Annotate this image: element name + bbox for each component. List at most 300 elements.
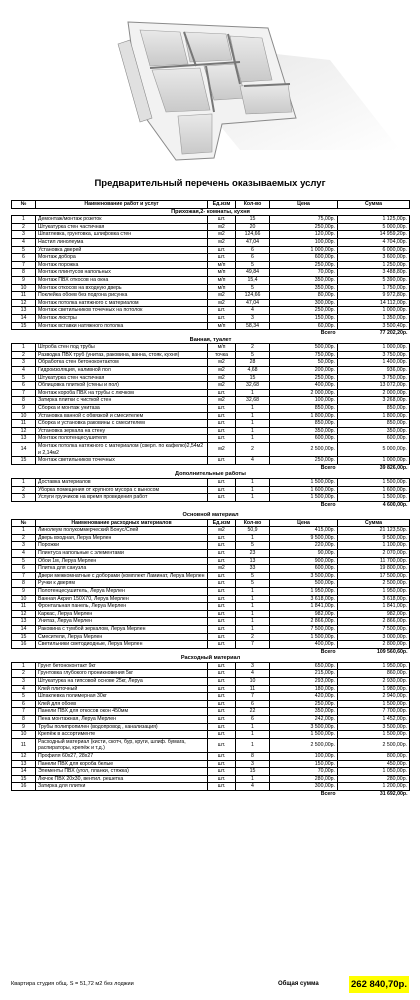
- row-number: 3: [12, 231, 36, 239]
- row-qty: 13: [236, 557, 270, 565]
- row-qty: 5: [236, 351, 270, 359]
- row-qty: 1: [236, 625, 270, 633]
- row-number: 15: [12, 322, 36, 330]
- row-qty: 1: [236, 731, 270, 739]
- row-price: 150,00р.: [270, 760, 338, 768]
- table-row: [12, 572, 410, 580]
- row-name: Линолеум полукоммерческий Бонус/Спей: [36, 527, 208, 535]
- row-price: 2 500,00р.: [270, 443, 338, 457]
- row-unit: м2: [208, 299, 236, 307]
- row-qty: 5: [236, 261, 270, 269]
- row-unit: м2: [208, 527, 236, 535]
- row-name: Плинтуса напольные с элементами: [36, 549, 208, 557]
- row-unit: м/п: [208, 276, 236, 284]
- row-sum: 1 452,00р.: [338, 716, 410, 724]
- row-unit: шт.: [208, 775, 236, 783]
- row-price: 220,00р.: [270, 542, 338, 550]
- row-name: Демонтаж/монтаж розеток: [36, 216, 208, 224]
- row-sum: 1 750,00р.: [338, 284, 410, 292]
- row-qty: 1: [236, 587, 270, 595]
- row-number: 11: [12, 420, 36, 428]
- row-name: Расходный материал (кисти, скотч, бур, круги, шлиф. бумага, распираторы, крепёж и т.д.): [36, 738, 208, 752]
- row-sum: 850,00р.: [338, 405, 410, 413]
- section-total-label: Всего: [320, 464, 336, 471]
- section-title: Дополнительные работы: [175, 471, 246, 478]
- table-row: [12, 610, 410, 618]
- row-sum: 17 500,00р.: [338, 572, 410, 580]
- row-number: 10: [12, 412, 36, 420]
- row-number: 11: [12, 603, 36, 611]
- row-sum: 1 600,00р.: [338, 486, 410, 494]
- table-row: [12, 359, 410, 367]
- row-unit: м/п: [208, 261, 236, 269]
- row-sum: 1 000,00р.: [338, 457, 410, 465]
- row-qty: 5: [236, 542, 270, 550]
- table-row: [12, 775, 410, 783]
- table-row: [12, 693, 410, 701]
- row-number: 12: [12, 299, 36, 307]
- row-name: Разводка ПВХ труб (унитаз, раковина, ванна, стояк, кухня): [36, 351, 208, 359]
- row-price: 293,00р.: [270, 678, 338, 686]
- row-name: Монтаж добора: [36, 254, 208, 262]
- header-price: Цена: [270, 519, 338, 527]
- row-unit: шт.: [208, 389, 236, 397]
- section-total-value: 77 202,20р.: [379, 330, 408, 337]
- row-name: Сборка и установка раковины с смесителем: [36, 420, 208, 428]
- table-row: [12, 246, 410, 254]
- row-price: 1 000,00р.: [270, 246, 338, 254]
- row-price: 2 000,00р.: [270, 389, 338, 397]
- table-row: [12, 625, 410, 633]
- row-number: 12: [12, 610, 36, 618]
- row-price: 75,00р.: [270, 216, 338, 224]
- row-qty: 20: [236, 223, 270, 231]
- row-unit: м2: [208, 565, 236, 573]
- row-sum: 3 600,00р.: [338, 254, 410, 262]
- row-price: 250,00р.: [270, 374, 338, 382]
- row-name: Гидроизоляция, наливной пол: [36, 367, 208, 375]
- header-sum: Сумма: [338, 201, 410, 209]
- row-price: 500,00р.: [270, 344, 338, 352]
- row-name: Уборка помещения от крупного мусора с выносом: [36, 486, 208, 494]
- row-qty: 1: [236, 603, 270, 611]
- section-total-value: 31 692,00р.: [379, 790, 408, 797]
- table-row: [12, 557, 410, 565]
- row-name: Монтаж светильников точечных на потолок: [36, 307, 208, 315]
- row-price: 2 500,00р.: [270, 738, 338, 752]
- row-number: 7: [12, 389, 36, 397]
- row-price: 70,00р.: [270, 269, 338, 277]
- row-price: 1 950,00р.: [270, 587, 338, 595]
- row-number: 4: [12, 367, 36, 375]
- row-name: Доставка материалов: [36, 478, 208, 486]
- row-qty: 1: [236, 595, 270, 603]
- row-qty: 2: [236, 344, 270, 352]
- row-qty: 1: [236, 494, 270, 502]
- section-title: Основной материал: [182, 512, 239, 518]
- row-number: 13: [12, 618, 36, 626]
- row-sum: 2 500,00р.: [338, 738, 410, 752]
- row-sum: 3 618,00р.: [338, 595, 410, 603]
- row-unit: шт.: [208, 738, 236, 752]
- table-row: [12, 276, 410, 284]
- table-row: [12, 382, 410, 390]
- row-unit: шт.: [208, 760, 236, 768]
- row-number: 2: [12, 351, 36, 359]
- row-price: 9 500,00р.: [270, 534, 338, 542]
- row-sum: 1 500,00р.: [338, 731, 410, 739]
- row-number: 13: [12, 435, 36, 443]
- table-row: [12, 723, 410, 731]
- row-unit: м2: [208, 382, 236, 390]
- row-name: Облицовка плиткой (стены и пол): [36, 382, 208, 390]
- row-name: Монтаж плинтусов напольных: [36, 269, 208, 277]
- row-price: 600,00р.: [270, 565, 338, 573]
- row-unit: шт.: [208, 595, 236, 603]
- row-name: Грунтовка глубокого проникновения 5кг: [36, 670, 208, 678]
- row-qty: 50,9: [236, 527, 270, 535]
- row-unit: м2: [208, 443, 236, 457]
- row-sum: 1 950,00р.: [338, 587, 410, 595]
- row-name: Затирка для плитки: [36, 783, 208, 791]
- row-sum: 936,00р.: [338, 367, 410, 375]
- table-row: [12, 261, 410, 269]
- row-name: Фронтальная панель, Леруа Мерлен: [36, 603, 208, 611]
- row-sum: 11 700,00р.: [338, 557, 410, 565]
- row-number: 10: [12, 595, 36, 603]
- row-name: Монтаж ПВХ откосов на окна: [36, 276, 208, 284]
- row-number: 6: [12, 700, 36, 708]
- row-qty: 1: [236, 435, 270, 443]
- row-name: Монтаж откосов на входную дверь: [36, 284, 208, 292]
- row-name: Монтаж порожка: [36, 261, 208, 269]
- row-qty: 1: [236, 389, 270, 397]
- row-number: 9: [12, 587, 36, 595]
- table-row: [12, 700, 410, 708]
- row-qty: 1: [236, 427, 270, 435]
- table-row: [12, 641, 410, 649]
- row-sum: 2 930,00р.: [338, 678, 410, 686]
- row-sum: 2 800,00р.: [338, 641, 410, 649]
- row-name: Светильники светодиодные, Леруа Мерлен: [36, 641, 208, 649]
- row-price: 300,00р.: [270, 783, 338, 791]
- row-number: 7: [12, 708, 36, 716]
- section-total-label: Всего: [320, 790, 336, 797]
- row-price: 250,00р.: [270, 223, 338, 231]
- row-sum: 7 700,00р.: [338, 708, 410, 716]
- row-price: 200,00р.: [270, 367, 338, 375]
- row-unit: шт.: [208, 254, 236, 262]
- row-unit: шт.: [208, 693, 236, 701]
- row-qty: 5: [236, 284, 270, 292]
- row-unit: шт.: [208, 534, 236, 542]
- row-number: 12: [12, 427, 36, 435]
- row-price: 3 500,00р.: [270, 572, 338, 580]
- materials-header-row: [12, 519, 410, 527]
- row-sum: 3 000,00р.: [338, 633, 410, 641]
- table-row: [12, 269, 410, 277]
- table-row: [12, 299, 410, 307]
- row-price: 250,00р.: [270, 307, 338, 315]
- row-price: 600,00р.: [270, 254, 338, 262]
- header-price: Цена: [270, 201, 338, 209]
- header-unit: Ед.изм: [208, 519, 236, 527]
- row-name: Монтаж короба ПВХ на трубы с лючком: [36, 389, 208, 397]
- row-name: Порожки: [36, 542, 208, 550]
- row-unit: шт.: [208, 783, 236, 791]
- row-qty: 58,34: [236, 322, 270, 330]
- section-title-row: [12, 337, 410, 344]
- section-title-row: [12, 655, 410, 662]
- row-unit: шт.: [208, 708, 236, 716]
- row-unit: м2: [208, 223, 236, 231]
- section-title-row: [12, 512, 410, 519]
- row-name: Поклейка обоев без подгона рисунка: [36, 292, 208, 300]
- section-total-row: [12, 648, 410, 655]
- row-price: 350,00р.: [270, 708, 338, 716]
- row-name: Элементы ПВХ (угол, планки, стяжка): [36, 768, 208, 776]
- row-number: 15: [12, 775, 36, 783]
- row-sum: 2 940,00р.: [338, 693, 410, 701]
- row-sum: 19 800,00р.: [338, 565, 410, 573]
- summary-footer: [11, 975, 409, 995]
- total-spacer: [12, 790, 270, 797]
- row-price: 400,00р.: [270, 382, 338, 390]
- row-sum: 1 841,00р.: [338, 603, 410, 611]
- row-name: Клей для обоев: [36, 700, 208, 708]
- row-price: 150,00р.: [270, 314, 338, 322]
- row-qty: 4,68: [236, 367, 270, 375]
- row-name: Монтаж потолка натяжного с материалом (сверл. по кафелю)2,54м2 и 2,14м2: [36, 443, 208, 457]
- services-table: [11, 200, 410, 508]
- row-qty: 4: [236, 670, 270, 678]
- row-unit: шт.: [208, 753, 236, 761]
- table-row: [12, 443, 410, 457]
- row-price: 850,00р.: [270, 420, 338, 428]
- row-price: 1 800,00р.: [270, 412, 338, 420]
- row-unit: м/п: [208, 284, 236, 292]
- table-row: [12, 238, 410, 246]
- row-unit: м2: [208, 231, 236, 239]
- row-price: 600,00р.: [270, 435, 338, 443]
- row-name: Услуги грузчиков на время проведения работ: [36, 494, 208, 502]
- row-qty: 15: [236, 374, 270, 382]
- row-sum: 1 125,00р.: [338, 216, 410, 224]
- row-number: 14: [12, 443, 36, 457]
- row-price: 100,00р.: [270, 238, 338, 246]
- row-unit: шт.: [208, 457, 236, 465]
- row-sum: 350,00р.: [338, 427, 410, 435]
- row-number: 4: [12, 238, 36, 246]
- row-unit: шт.: [208, 641, 236, 649]
- table-row: [12, 389, 410, 397]
- row-name: Монтаж потолка натяжного с материалом: [36, 299, 208, 307]
- row-name: Монтаж светильников точечных: [36, 457, 208, 465]
- table-row: [12, 405, 410, 413]
- row-name: Трубы полипропилен (водопровод , канализация): [36, 723, 208, 731]
- row-sum: 9 500,00р.: [338, 534, 410, 542]
- section-total-value: 39 826,00р.: [379, 464, 408, 471]
- row-price: 250,00р.: [270, 700, 338, 708]
- table-header-row: [12, 201, 410, 209]
- row-number: 14: [12, 625, 36, 633]
- row-number: 2: [12, 534, 36, 542]
- table-row: [12, 685, 410, 693]
- row-price: 90,00р.: [270, 549, 338, 557]
- row-price: 1 500,00р.: [270, 731, 338, 739]
- header-sum: Сумма: [338, 519, 410, 527]
- row-sum: 1 200,00р.: [338, 783, 410, 791]
- row-number: 3: [12, 678, 36, 686]
- row-number: 15: [12, 633, 36, 641]
- row-qty: 32,68: [236, 397, 270, 405]
- row-qty: 47,04: [236, 299, 270, 307]
- row-number: 1: [12, 662, 36, 670]
- table-row: [12, 542, 410, 550]
- row-name: Раковина с тумбой зеркалом, Леруа Мерлен: [36, 625, 208, 633]
- row-name: Ручки к дверям: [36, 580, 208, 588]
- table-row: [12, 322, 410, 330]
- row-number: 8: [12, 397, 36, 405]
- table-row: [12, 783, 410, 791]
- row-unit: шт.: [208, 670, 236, 678]
- row-qty: 15: [236, 768, 270, 776]
- row-price: 120,00р.: [270, 231, 338, 239]
- row-number: 6: [12, 565, 36, 573]
- row-price: 80,00р.: [270, 292, 338, 300]
- row-unit: шт.: [208, 494, 236, 502]
- row-number: 1: [12, 216, 36, 224]
- header-number: №: [12, 201, 36, 209]
- row-sum: 1 950,00р.: [338, 662, 410, 670]
- row-number: 6: [12, 382, 36, 390]
- table-row: [12, 216, 410, 224]
- section-total-value: 4 600,00р.: [382, 501, 408, 508]
- row-qty: 47,04: [236, 238, 270, 246]
- row-price: 300,00р.: [270, 299, 338, 307]
- table-row: [12, 478, 410, 486]
- row-qty: 1: [236, 486, 270, 494]
- row-unit: м2: [208, 292, 236, 300]
- row-unit: шт.: [208, 216, 236, 224]
- row-qty: 3: [236, 314, 270, 322]
- total-spacer: [12, 330, 270, 337]
- table-row: [12, 374, 410, 382]
- row-sum: 280,00р.: [338, 775, 410, 783]
- row-qty: 6: [236, 246, 270, 254]
- row-sum: 850,00р.: [338, 420, 410, 428]
- row-price: 350,00р.: [270, 427, 338, 435]
- table-row: [12, 367, 410, 375]
- row-qty: 2: [236, 443, 270, 457]
- row-sum: 800,00р.: [338, 753, 410, 761]
- row-qty: 23: [236, 549, 270, 557]
- row-unit: шт.: [208, 610, 236, 618]
- row-number: 11: [12, 738, 36, 752]
- row-unit: шт.: [208, 478, 236, 486]
- header-qty: Кол-во: [236, 201, 270, 209]
- row-unit: шт.: [208, 625, 236, 633]
- table-row: [12, 670, 410, 678]
- table-row: [12, 662, 410, 670]
- table-row: [12, 231, 410, 239]
- section-total-row: [12, 790, 410, 797]
- materials-table: [11, 512, 410, 798]
- row-unit: шт.: [208, 549, 236, 557]
- row-name: Панели ПВХ для откосов окон 450мм: [36, 708, 208, 716]
- row-price: 7 500,00р.: [270, 625, 338, 633]
- row-name: Штукатурка стен частичная: [36, 374, 208, 382]
- total-spacer: [12, 648, 270, 655]
- row-qty: 5: [236, 580, 270, 588]
- row-qty: 8: [236, 753, 270, 761]
- row-price: 242,00р.: [270, 716, 338, 724]
- row-price: 650,00р.: [270, 662, 338, 670]
- row-name: Крепёж в ассортименте: [36, 731, 208, 739]
- table-row: [12, 731, 410, 739]
- row-name: Двери межкомнатные с доборами (комплект Ламинат, Леруа Мерлен: [36, 572, 208, 580]
- row-unit: шт.: [208, 603, 236, 611]
- row-qty: 6: [236, 716, 270, 724]
- row-name: Установка зеркала на стену: [36, 427, 208, 435]
- row-unit: м2: [208, 374, 236, 382]
- row-qty: 7: [236, 641, 270, 649]
- row-sum: 1 800,00р.: [338, 412, 410, 420]
- table-row: [12, 457, 410, 465]
- section-title-row: [12, 208, 410, 216]
- section-title: Прихожая,2- комнаты, кухня: [171, 208, 250, 215]
- row-unit: шт.: [208, 435, 236, 443]
- row-qty: 6: [236, 254, 270, 262]
- row-unit: шт.: [208, 412, 236, 420]
- row-name: Полотенцесушитель, Леруа Мерлен: [36, 587, 208, 595]
- row-price: 100,00р.: [270, 753, 338, 761]
- row-qty: 28: [236, 359, 270, 367]
- section-total-row: [12, 330, 410, 337]
- row-unit: шт.: [208, 633, 236, 641]
- row-name: Унитаз, Леруа Мерлен: [36, 618, 208, 626]
- row-qty: 1: [236, 738, 270, 752]
- row-unit: м/п: [208, 344, 236, 352]
- floor-plan-render: [0, 0, 420, 172]
- row-unit: шт.: [208, 427, 236, 435]
- row-number: 1: [12, 527, 36, 535]
- row-unit: м2: [208, 359, 236, 367]
- row-name: Установка ванной с обвязкой и смесителем: [36, 412, 208, 420]
- row-name: Плитка для санузла: [36, 565, 208, 573]
- row-sum: 2 500,00р.: [338, 580, 410, 588]
- table-row: [12, 708, 410, 716]
- row-unit: шт.: [208, 768, 236, 776]
- row-unit: шт.: [208, 685, 236, 693]
- row-number: 14: [12, 768, 36, 776]
- section-title-row: [12, 471, 410, 478]
- row-number: 6: [12, 254, 36, 262]
- row-price: 180,00р.: [270, 685, 338, 693]
- grand-total-label: Общая сумма: [278, 981, 319, 987]
- row-number: 1: [12, 344, 36, 352]
- header-qty: Кол-во: [236, 519, 270, 527]
- row-qty: 1: [236, 405, 270, 413]
- row-qty: 1: [236, 723, 270, 731]
- row-name: Затирка плитки с чисткой стен: [36, 397, 208, 405]
- row-price: 215,00р.: [270, 670, 338, 678]
- table-row: [12, 254, 410, 262]
- row-name: Монтаж полотенцесушителя: [36, 435, 208, 443]
- row-qty: 5: [236, 572, 270, 580]
- grand-total-value: 262 840,70р.: [349, 976, 409, 993]
- row-unit: шт.: [208, 662, 236, 670]
